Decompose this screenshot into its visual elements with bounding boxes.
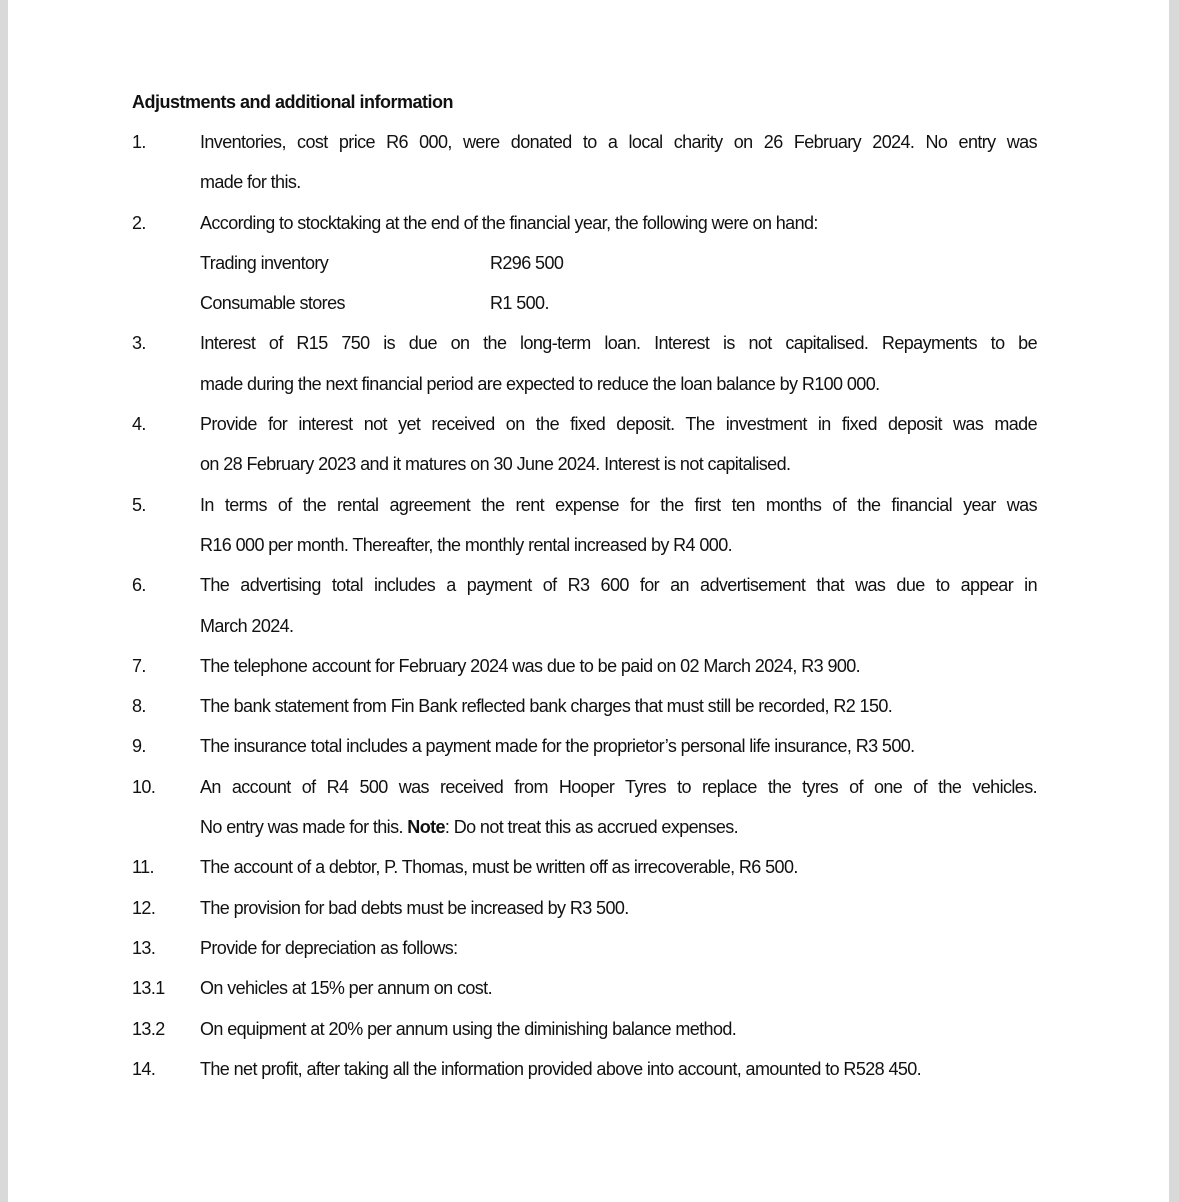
list-item bbox=[132, 653, 1037, 693]
item-number: 11. bbox=[132, 857, 154, 878]
item-text: According to stocktaking at the end of the financial year, the following were on hand: bbox=[200, 212, 818, 233]
item-text: In terms of the rental agreement the rent expense for the first ten months of the financial year was bbox=[200, 494, 1037, 515]
list-item bbox=[132, 330, 1037, 370]
list-item bbox=[132, 854, 1037, 894]
list-item bbox=[132, 895, 1037, 935]
item-text: On vehicles at 15% per annum on cost. bbox=[200, 978, 492, 999]
item-number: 7. bbox=[132, 655, 146, 676]
list-item bbox=[132, 532, 1037, 572]
note-text: No entry was made for this. bbox=[200, 817, 408, 838]
item-number: 6. bbox=[132, 575, 146, 596]
list-item bbox=[132, 975, 1037, 1015]
item-text: Inventories, cost price R6 000, were donated to a local charity on 26 February 2024. No entry was bbox=[200, 132, 1037, 152]
item-text: Provide for interest not yet received on the fixed deposit. The investment in fixed deposit was made bbox=[200, 414, 1037, 435]
item-number: 9. bbox=[132, 736, 146, 757]
list-item bbox=[132, 935, 1037, 975]
document-page bbox=[132, 89, 1037, 1096]
list-item bbox=[132, 733, 1037, 773]
item-text: An account of R4 500 was received from Hooper Tyres to replace the tyres of one of the vehicles. bbox=[200, 776, 1037, 797]
list-item bbox=[132, 492, 1037, 532]
item-text: The advertising total includes a payment of R3 600 for an advertisement that was due to appear in bbox=[200, 575, 1037, 596]
item-text: made for this. bbox=[200, 172, 301, 193]
item-number: 10. bbox=[132, 776, 156, 797]
note-label: Note bbox=[407, 817, 445, 838]
item-number: 13. bbox=[132, 937, 156, 958]
item-text: March 2024. bbox=[200, 615, 294, 636]
item-text: The bank statement from Fin Bank reflected bank charges that must still be recorded, R2 150. bbox=[200, 696, 893, 717]
page-edge-left bbox=[0, 0, 8, 1202]
item-number: 14. bbox=[132, 1058, 156, 1079]
item-text: Interest of R15 750 is due on the long-term loan. Interest is not capitalised. Repayments to be bbox=[200, 333, 1037, 354]
list-item bbox=[132, 371, 1037, 411]
item-number: 4. bbox=[132, 414, 146, 435]
list-item bbox=[132, 169, 1037, 209]
stock-label: Trading inventory R296 500 bbox=[200, 250, 1037, 276]
item-text: on 28 February 2023 and it matures on 30 June 2024. Interest is not capitalised. bbox=[200, 454, 791, 475]
item-text: On equipment at 20% per annum using the diminishing balance method. bbox=[200, 1018, 737, 1039]
list-item bbox=[132, 210, 1037, 250]
stock-row bbox=[132, 290, 1037, 330]
list-item bbox=[132, 1056, 1037, 1096]
item-text: The telephone account for February 2024 was due to be paid on 02 March 2024, R3 900. bbox=[200, 655, 861, 676]
stock-row bbox=[132, 250, 1037, 290]
note-text: : Do not treat this as accrued expenses. bbox=[444, 817, 739, 838]
list-item bbox=[132, 774, 1037, 814]
section-heading: Adjustments and additional information bbox=[132, 92, 454, 112]
item-text: The provision for bad debts must be increased by R3 500. bbox=[200, 897, 629, 918]
list-item bbox=[132, 451, 1037, 491]
item-text: Provide for depreciation as follows: bbox=[200, 937, 458, 958]
list-item bbox=[132, 572, 1037, 612]
item-number: 8. bbox=[132, 696, 146, 717]
list-item bbox=[132, 129, 1037, 169]
adjustments-list bbox=[132, 129, 1037, 1096]
item-text: The insurance total includes a payment made for the proprietor’s personal life insurance, R3 500. bbox=[200, 736, 915, 757]
item-text: The account of a debtor, P. Thomas, must be written off as irrecoverable, R6 500. bbox=[200, 857, 798, 878]
stock-value: R296 500 bbox=[490, 252, 564, 273]
item-text: R16 000 per month. Thereafter, the monthly rental increased by R4 000. bbox=[200, 534, 733, 555]
item-text: The net profit, after taking all the information provided above into account, amounted to R528 450. bbox=[200, 1058, 922, 1079]
list-item bbox=[132, 411, 1037, 451]
item-number: 12. bbox=[132, 897, 156, 918]
list-item bbox=[132, 1016, 1037, 1056]
list-item bbox=[132, 814, 1037, 854]
list-item bbox=[132, 693, 1037, 733]
item-number: 13.1 bbox=[132, 978, 165, 999]
item-text bbox=[200, 814, 1037, 840]
item-number: 2. bbox=[132, 212, 146, 233]
item-number: 1. bbox=[132, 132, 146, 152]
item-text: made during the next financial period are expected to reduce the loan balance by R100 000. bbox=[200, 373, 880, 394]
item-number: 13.2 bbox=[132, 1018, 165, 1039]
list-item bbox=[132, 613, 1037, 653]
stock-value: R1 500. bbox=[490, 293, 549, 314]
item-number: 5. bbox=[132, 494, 146, 515]
item-number: 3. bbox=[132, 333, 146, 354]
stock-label: Consumable stores R1 500. bbox=[200, 290, 1037, 316]
page-edge-right bbox=[1169, 0, 1179, 1202]
